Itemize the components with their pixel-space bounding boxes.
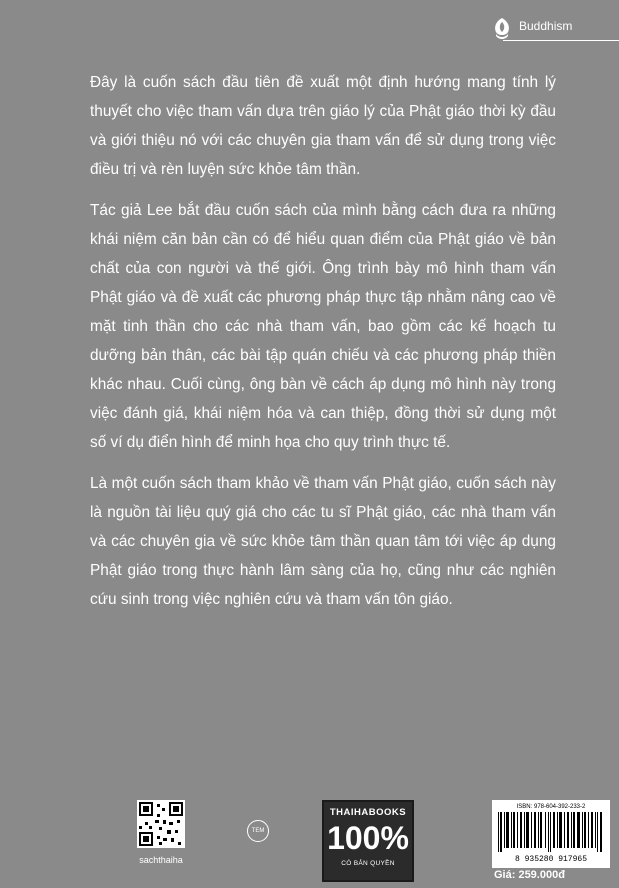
lotus-icon bbox=[491, 16, 513, 42]
publisher-badge bbox=[322, 800, 414, 882]
blurb-paragraph-3: Là một cuốn sách tham khảo về tham vấn Phật giáo, cuốn sách này là nguồn tài liệu quý giá cho các tu sĩ Phật giáo, các nhà tham vấn và các chuyên gia về sức khỏe tâm thần quan tâm tới việc áp dụng Phật giáo trong thực hành lâm sàng của họ, cũng như các nghiên cứu sinh trong việc nghiên cứu và tham vấn tôn giáo. bbox=[90, 475, 556, 608]
brand-divider bbox=[503, 40, 619, 41]
blurb-text bbox=[90, 68, 556, 626]
blurb-paragraph-2: Tác giả Lee bắt đầu cuốn sách của mình bằng cách đưa ra những khái niệm căn bản cần có để hiểu quan điểm của Phật giáo về bản chất của con người và thế giới. Ông trình bày mô hình tham vấn Phật giáo và đề xuất các phương pháp thực tập nhằm nâng cao về mặt tinh thần cho các nhà tham vấn, bao gồm các kế hoạch tu dưỡng bản thân, các bài tập quán chiếu và các phương pháp thiền khác nhau. Cuối cùng, ông bàn về cách áp dụng mô hình này trong việc đánh giá, khái niệm hóa và can thiệp, đồng thời sử dụng một số ví dụ điển hình để minh họa cho quy trình thực tế. bbox=[90, 202, 556, 451]
isbn-label: ISBN: 978-604-392-233-2 bbox=[516, 804, 586, 810]
publisher-percent: 100% bbox=[327, 820, 409, 856]
barcode bbox=[492, 800, 610, 868]
barcode-number: 8 935280 917965 bbox=[514, 855, 588, 864]
publisher-name: THAIHABOOKS bbox=[329, 807, 407, 818]
publisher-subtitle: CÓ BẢN QUYỀN bbox=[341, 860, 395, 867]
blurb-paragraph-1: Đây là cuốn sách đầu tiên đề xuất một định hướng mang tính lý thuyết cho việc tham vấn dựa trên giáo lý của Phật giáo thời kỳ đầu và giới thiệu nó với các chuyên gia tham vấn để sử dụng trong việc điều trị và rèn luyện sức khỏe tâm thần. bbox=[90, 74, 556, 178]
series-brand bbox=[491, 12, 619, 46]
stamp-seal: TEM bbox=[247, 820, 269, 842]
qr-code bbox=[137, 800, 185, 848]
price-label: Giá: 259.000đ bbox=[494, 869, 565, 881]
series-label: Buddhism bbox=[519, 19, 573, 33]
qr-caption: sachthaiha bbox=[139, 855, 183, 865]
